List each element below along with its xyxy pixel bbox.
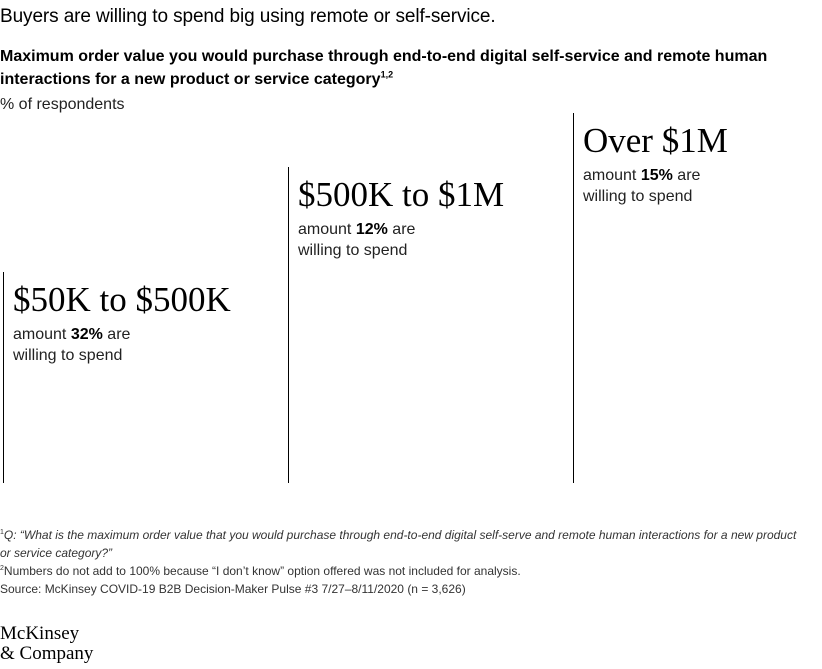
footnote-2-text: Numbers do not add to 100% because “I don’t know” option offered was not included for analysis. (3, 564, 521, 578)
chart-subtitle-text: Maximum order value you would purchase through end-to-end digital self-service and remote human interactions for a new product or service category (0, 48, 768, 88)
category-label-0: $50K to $500K (13, 280, 231, 319)
caption-prefix: amount (13, 326, 71, 343)
caption-prefix: amount (583, 167, 641, 184)
footnote-1 (0, 526, 800, 562)
footnote-2-marker: 2 (0, 565, 4, 572)
caption-suffix: are (672, 167, 701, 184)
caption-suffix: are (387, 221, 416, 238)
category-label-1: $500K to $1M (298, 175, 505, 214)
footnote-2 (0, 562, 800, 580)
caption-suffix: are (102, 326, 131, 343)
value-caption-2 (583, 165, 753, 207)
logo-line-1: McKinsey (0, 623, 80, 644)
bar-0 (3, 272, 4, 483)
data-label-2: 15% (640, 167, 673, 184)
chart-subtitle (0, 45, 815, 91)
caption-prefix: amount (298, 221, 356, 238)
data-label-0: 32% (70, 326, 103, 343)
caption-line-2: willing to spend (298, 242, 408, 259)
data-label-1: 12% (355, 221, 388, 238)
mckinsey-logo (0, 624, 93, 664)
footnotes (0, 526, 800, 598)
category-label-2: Over $1M (583, 121, 728, 160)
logo-line-2: & Company (0, 643, 94, 664)
value-caption-0 (13, 324, 183, 366)
footnote-1-text: Q: “What is the maximum order value that you would purchase through end-to-end digital self-serve and remote human interactions for a new product or service category?” (0, 528, 797, 560)
bar-1 (288, 167, 289, 483)
caption-line-2: willing to spend (13, 347, 123, 364)
headline: Buyers are willing to spend big using remote or self-service. (0, 6, 496, 27)
value-caption-1 (298, 219, 468, 261)
caption-line-2: willing to spend (583, 188, 693, 205)
bar-2 (573, 113, 574, 483)
footnote-1-marker: 1 (0, 529, 4, 536)
chart-unit-label: % of respondents (0, 96, 125, 113)
source-note: Source: McKinsey COVID-19 B2B Decision-Maker Pulse #3 7/27–8/11/2020 (n = 3,626) (0, 582, 466, 596)
chart-subtitle-footnote-marker: 1,2 (380, 69, 394, 80)
